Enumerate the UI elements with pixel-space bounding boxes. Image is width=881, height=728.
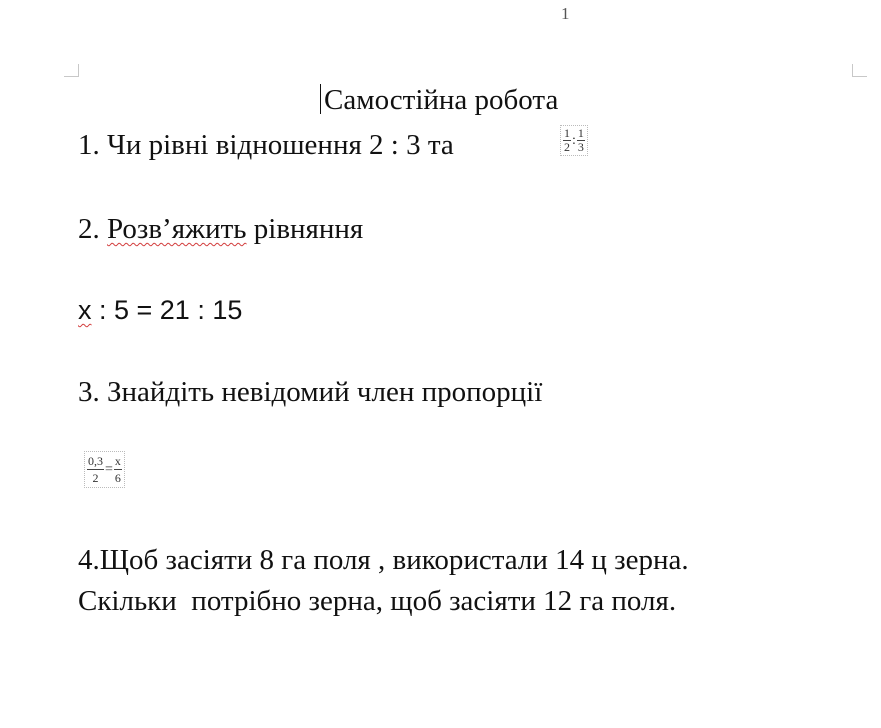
fraction-denominator: 2: [92, 471, 99, 485]
document-title[interactable]: [320, 83, 558, 117]
ratio-operator: :: [572, 132, 576, 148]
fraction-denominator: 2: [564, 140, 570, 154]
task-3-formula[interactable]: [84, 451, 125, 488]
text-cursor: [320, 84, 321, 114]
task-1[interactable]: [78, 128, 454, 162]
equation-rest: : 5 = 21 : 15: [91, 295, 243, 325]
equation-variable: х: [78, 295, 92, 325]
task-4-line-1[interactable]: [78, 543, 689, 577]
equals-sign: =: [105, 461, 113, 477]
task-4-text-2: Скільки потрібно зерна, щоб засіяти 12 га поля.: [78, 585, 677, 617]
fraction-denominator: 3: [577, 140, 584, 154]
fraction-numerator: 1: [577, 126, 584, 140]
fraction-right: [114, 453, 122, 486]
task-2-rest: рівняння: [253, 213, 364, 245]
fraction-left: [87, 453, 104, 486]
task-3[interactable]: [78, 375, 542, 409]
margin-corner-right: [852, 64, 867, 77]
page-number: 1: [561, 4, 570, 23]
fraction-numerator: x: [114, 454, 121, 468]
task-2-spellcheck-word: Розв’яжить: [107, 213, 247, 245]
task-4-text-1: 4.Щоб засіяти 8 га поля , використали 14 ц зерна.: [78, 544, 689, 576]
fraction-one-third: [577, 127, 585, 154]
fraction-numerator: 1: [564, 126, 570, 140]
fraction-one-half: [563, 127, 571, 154]
task-4-line-2[interactable]: [78, 584, 676, 618]
fraction-numerator: 0,3: [88, 454, 103, 468]
margin-corner-left: [64, 64, 79, 77]
fraction-denominator: 6: [114, 471, 121, 485]
task-2[interactable]: [78, 212, 363, 246]
document-title-text: Самостійна робота: [324, 84, 559, 116]
task-2-number: 2.: [78, 213, 100, 245]
task-2-equation[interactable]: [78, 293, 242, 327]
task-1-formula[interactable]: [560, 125, 588, 156]
task-1-text: 1. Чи рівні відношення 2 : 3 та: [78, 129, 454, 161]
task-3-text: 3. Знайдіть невідомий член пропорції: [78, 376, 543, 408]
